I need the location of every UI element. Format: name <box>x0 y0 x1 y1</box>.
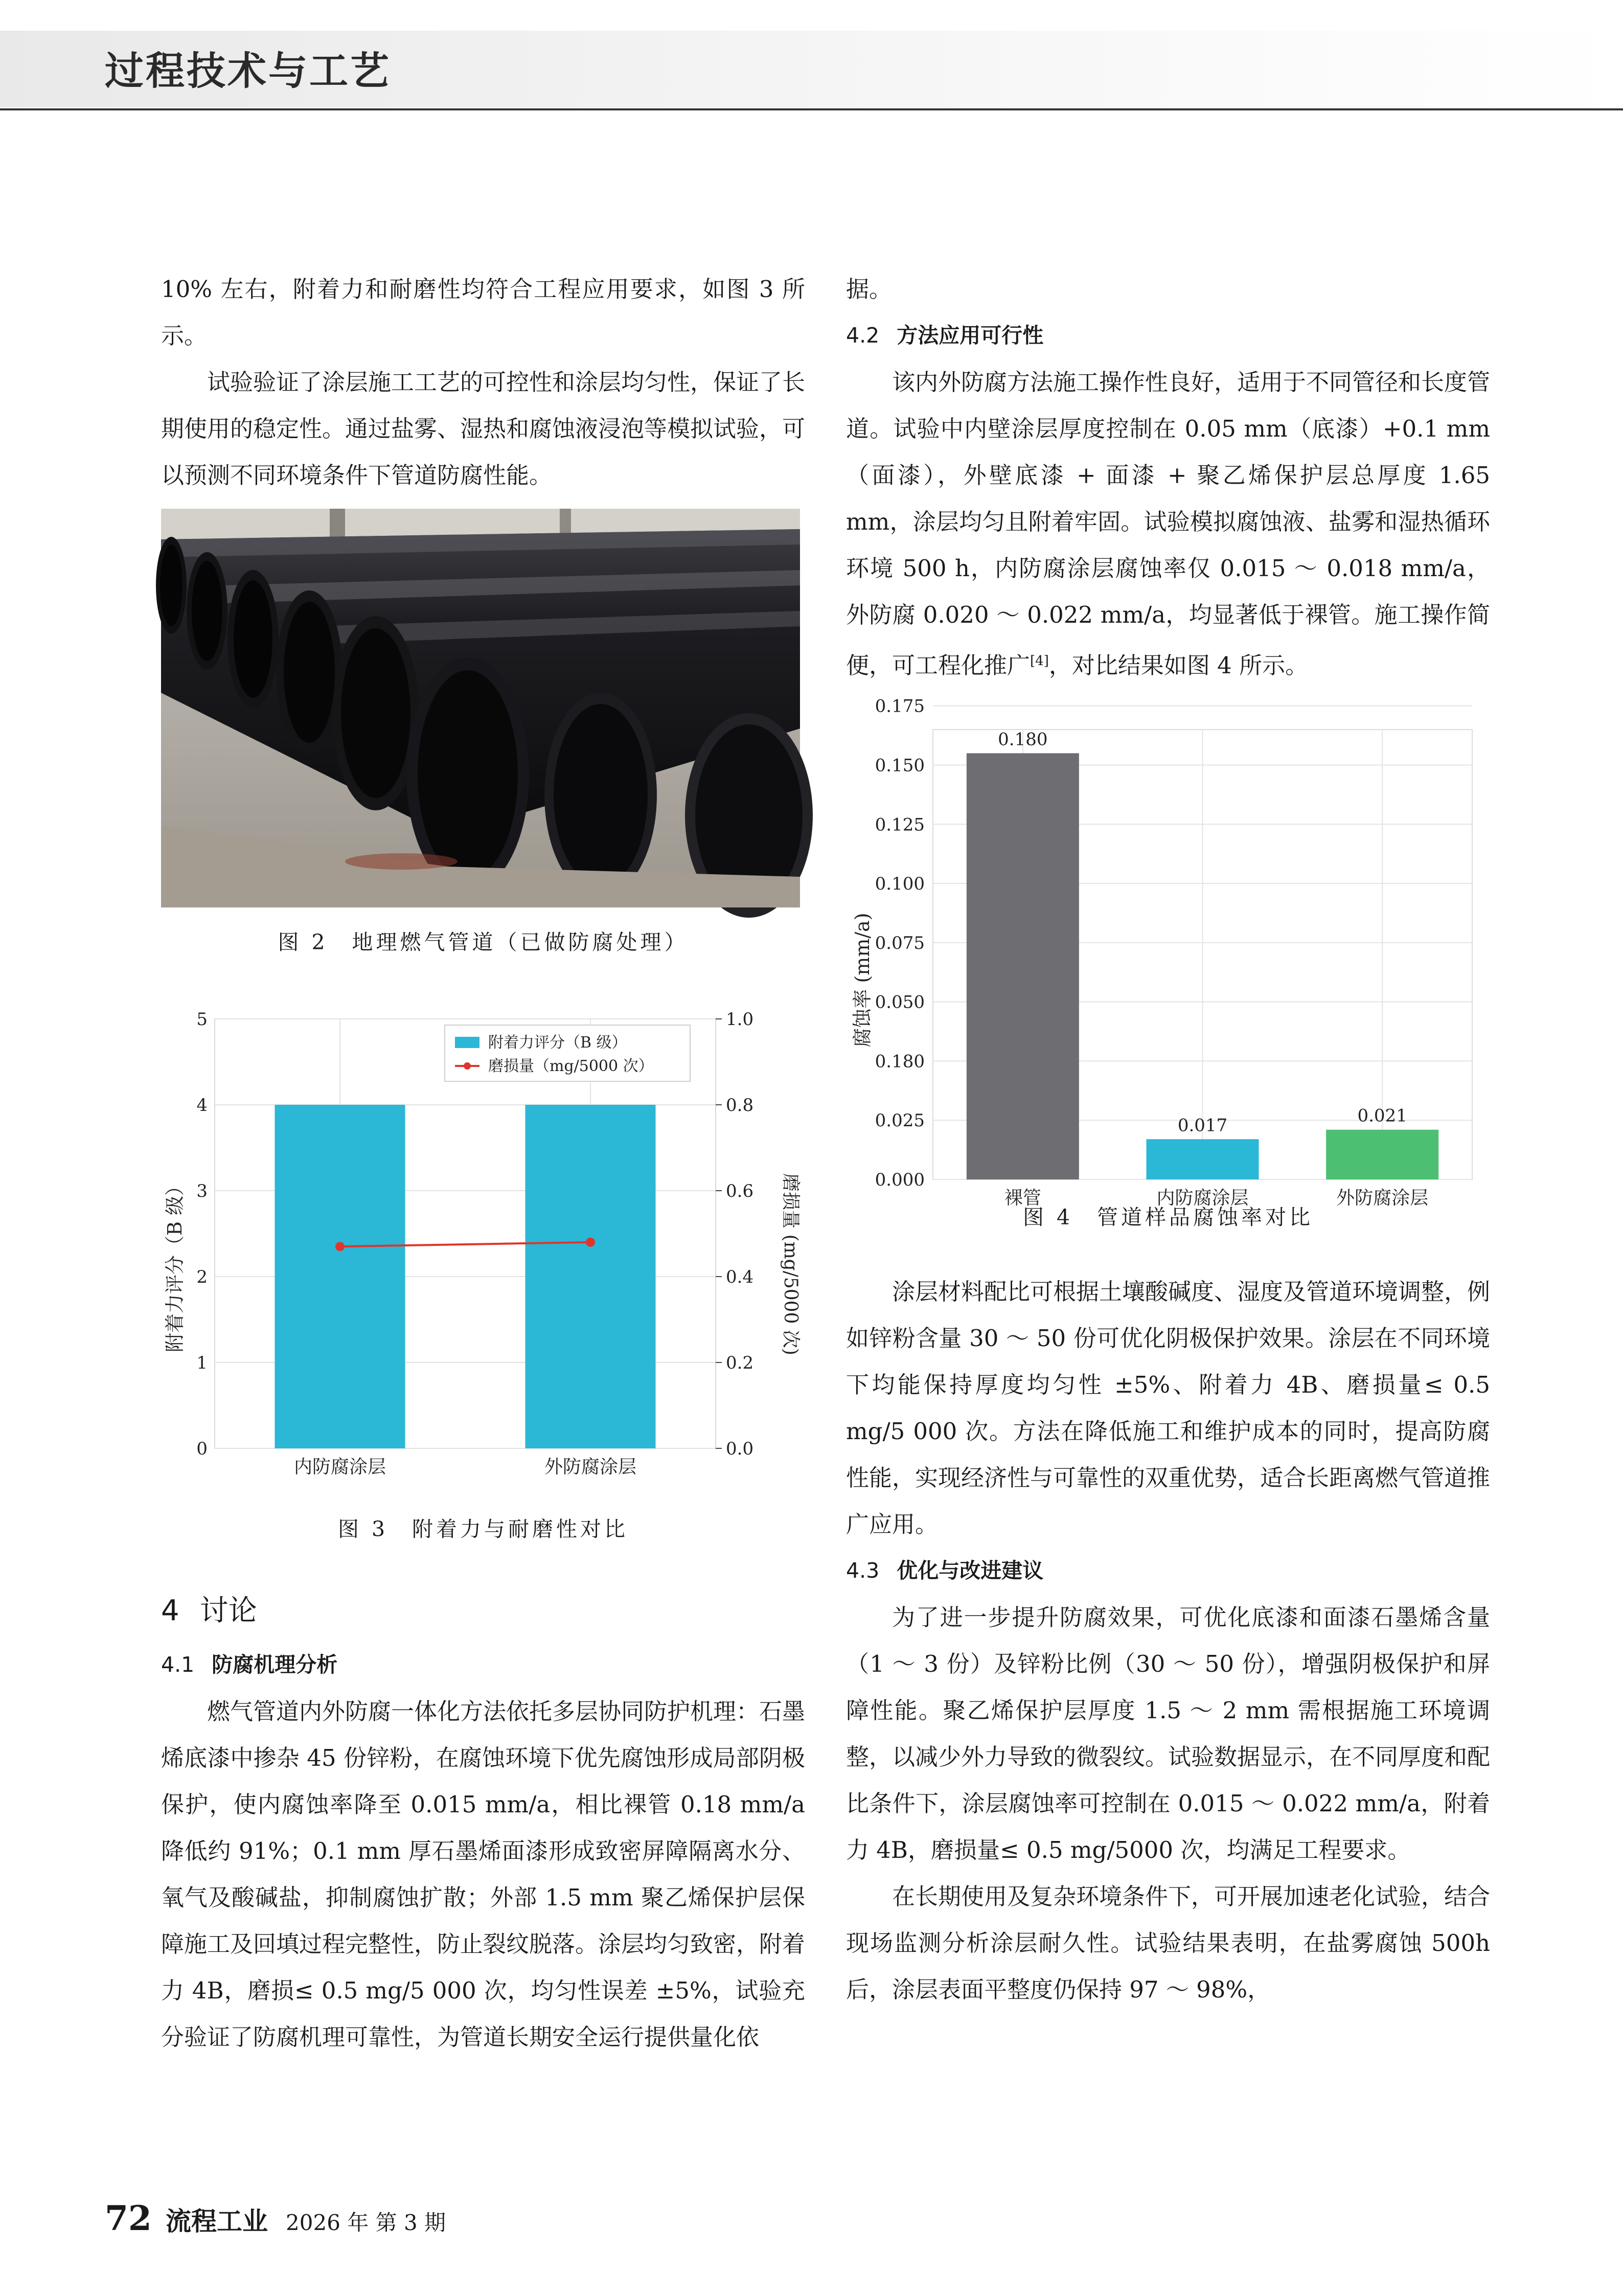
y-tick-label: 0.180 <box>875 1051 925 1072</box>
y-tick-label: 3 <box>196 1181 208 1201</box>
y-axis-label: 腐蚀率 (mm/a) <box>851 913 874 1048</box>
value-label: 0.021 <box>1357 1105 1407 1126</box>
y-tick-label: 0.075 <box>875 933 925 953</box>
paragraph: 在长期使用及复杂环境条件下，可开展加速老化试验，结合现场监测分析涂层耐久性。试验结果表明，在盐雾腐蚀 500h 后，涂层表面平整度仍保持 97 ～ 98%， <box>846 1883 1491 2003</box>
paragraph: 10% 左右，附着力和耐磨性均符合工程应用要求，如图 3 所示。 <box>161 276 805 349</box>
bar <box>1326 1130 1438 1179</box>
chart-ticks <box>875 696 925 1190</box>
y2-tick-label: 1.0 <box>726 1009 754 1030</box>
y-tick-label: 0.000 <box>875 1170 925 1190</box>
journal-name: 流程工业 <box>165 2206 268 2236</box>
y-tick-label: 0.125 <box>875 814 925 835</box>
y2-tick-label: 0.6 <box>726 1181 754 1201</box>
y-tick-label: 2 <box>196 1267 208 1287</box>
section-title: 过程技术与工艺 <box>105 48 391 94</box>
y-tick-label: 0 <box>196 1439 208 1459</box>
header-rule <box>0 108 1623 110</box>
y2-tick-label: 0.4 <box>726 1267 754 1287</box>
category-label: 内防腐涂层 <box>293 1457 386 1477</box>
y2-axis-label: 磨损量 (mg/5000 次) <box>780 1173 801 1355</box>
page-header <box>0 0 1623 118</box>
paragraph: 据。 <box>846 276 893 303</box>
right-column <box>846 266 1490 2013</box>
left-column <box>161 266 805 2060</box>
bar <box>525 1105 656 1448</box>
value-label: 0.180 <box>998 729 1048 750</box>
figure-3-caption: 图 3 附着力与耐磨性对比 <box>337 1517 629 1541</box>
category-label: 外防腐涂层 <box>1336 1188 1429 1209</box>
value-label: 0.017 <box>1177 1115 1228 1136</box>
y-tick-label: 0.100 <box>875 874 925 895</box>
y-tick-label: 5 <box>196 1009 208 1030</box>
chart-categories <box>294 1457 636 1477</box>
y2-tick-label: 0.0 <box>726 1439 754 1459</box>
paragraph: 为了进一步提升防腐效果，可优化底漆和面漆石墨烯含量（1 ～ 3 份）及锌粉比例（30 ～ 50 份），增强阴极保护和屏障性能。聚乙烯保护层厚度 1.5 ～ 2 mm 需根据施工环境调整，以减少外力导致的微裂纹。试验数据显示，在不同厚度和配比条件下，涂层腐蚀率可控制在 0.015 ～ 0.022 mm/a，附着力 4B，磨损量≤ 0.5 mg/5000 次，均满足工程要求。 <box>846 1604 1491 1863</box>
legend-label: 磨损量（mg/5000 次） <box>488 1057 654 1075</box>
y-tick-label: 0.150 <box>875 755 925 776</box>
citation: [4] <box>1030 653 1049 669</box>
paragraph: 涂层材料配比可根据土壤酸碱度、湿度及管道环境调整，例如锌粉含量 30 ～ 50 份可优化阴极保护效果。涂层在不同环境下均能保持厚度均匀性 ±5%、附着力 4B、磨损量≤ 0.5 mg/5 000 次。方法在降低施工和维护成本的同时，提高防腐性能，实现经济性与可靠性的双重优势，适合长距离燃气管道推广应用。 <box>846 1278 1491 1538</box>
legend-swatch-point <box>464 1062 471 1070</box>
figure-4-chart <box>846 696 1490 1231</box>
pipe-photo-illustration <box>161 509 800 907</box>
y-tick-label: 0.050 <box>875 992 925 1013</box>
bar <box>275 1105 405 1448</box>
category-label: 裸管 <box>1004 1188 1041 1209</box>
page-footer <box>105 2198 446 2238</box>
figure-4-caption: 图 4 管道样品腐蚀率对比 <box>1022 1205 1314 1230</box>
issue-info: 2026 年 第 3 期 <box>286 2210 446 2235</box>
figure-2-photo <box>161 509 800 907</box>
y-axis-label: 附着力评分（B 级） <box>164 1176 186 1353</box>
paragraph: 该内外防腐方法施工操作性良好，适用于不同管径和长度管道。试验中内壁涂层厚度控制在 0.05 mm（底漆）+0.1 mm（面漆），外壁底漆 + 面漆 + 聚乙烯保护层总厚度 1.65 mm，涂层均匀且附着牢固。试验模拟腐蚀液、盐雾和湿热循环环境 500 h，内防腐涂层腐蚀率仅 0.015 ～ 0.018 mm/a，外防腐 0.020 ～ 0.022 mm/a，均显著低于裸管。施工操作简便，可工程化推广[4]，对比结果如图 4 所示。 <box>846 369 1491 679</box>
category-label: 内防腐涂层 <box>1156 1188 1249 1209</box>
subsection-heading: 4.2 方法应用可行性 <box>846 323 1044 348</box>
bar <box>967 753 1079 1179</box>
y2-tick-label: 0.8 <box>726 1095 754 1116</box>
chart-legend <box>445 1025 690 1081</box>
y-tick-label: 4 <box>196 1095 208 1116</box>
subsection-heading: 4.1 防腐机理分析 <box>161 1652 338 1677</box>
figure-2-caption: 图 2 地理燃气管道（已做防腐处理） <box>278 930 689 954</box>
bar <box>1147 1139 1259 1179</box>
section-heading: 4 讨论 <box>161 1594 257 1627</box>
category-label: 外防腐涂层 <box>544 1457 637 1477</box>
y2-tick-label: 0.2 <box>726 1353 754 1373</box>
subsection-heading: 4.3 优化与改进建议 <box>846 1558 1044 1583</box>
figure-3-chart <box>161 998 805 1499</box>
legend-label: 附着力评分（B 级） <box>488 1034 627 1052</box>
paragraph: 燃气管道内外防腐一体化方法依托多层协同防护机理：石墨烯底漆中掺杂 45 份锌粉，在腐蚀环境下优先腐蚀形成局部阴极保护，使内腐蚀率降至 0.015 mm/a，相比裸管 0.18 mm/a 降低约 91%；0.1 mm 厚石墨烯面漆形成致密屏障隔离水分、氧气及酸碱盐，抑制腐蚀扩散；外部 1.5 mm 聚乙烯保护层保障施工及回填过程完整性，防止裂纹脱落。涂层均匀致密，附着力 4B，磨损≤ 0.5 mg/5 000 次，均匀性误差 ±5%，试验充分验证了防腐机理可靠性，为管道长期安全运行提供量化依 <box>161 1698 806 2051</box>
line-point <box>586 1238 595 1247</box>
legend-swatch-bar <box>455 1037 479 1048</box>
y-tick-label: 0.175 <box>875 696 925 717</box>
paragraph: 试验验证了涂层施工工艺的可控性和涂层均匀性，保证了长期使用的稳定性。通过盐雾、湿热和腐蚀液浸泡等模拟试验，可以预测不同环境条件下管道防腐性能。 <box>161 369 806 489</box>
line-point <box>335 1242 345 1251</box>
y-tick-label: 0.025 <box>875 1110 925 1131</box>
y-tick-label: 1 <box>196 1353 208 1373</box>
page-number: 72 <box>105 2198 152 2238</box>
